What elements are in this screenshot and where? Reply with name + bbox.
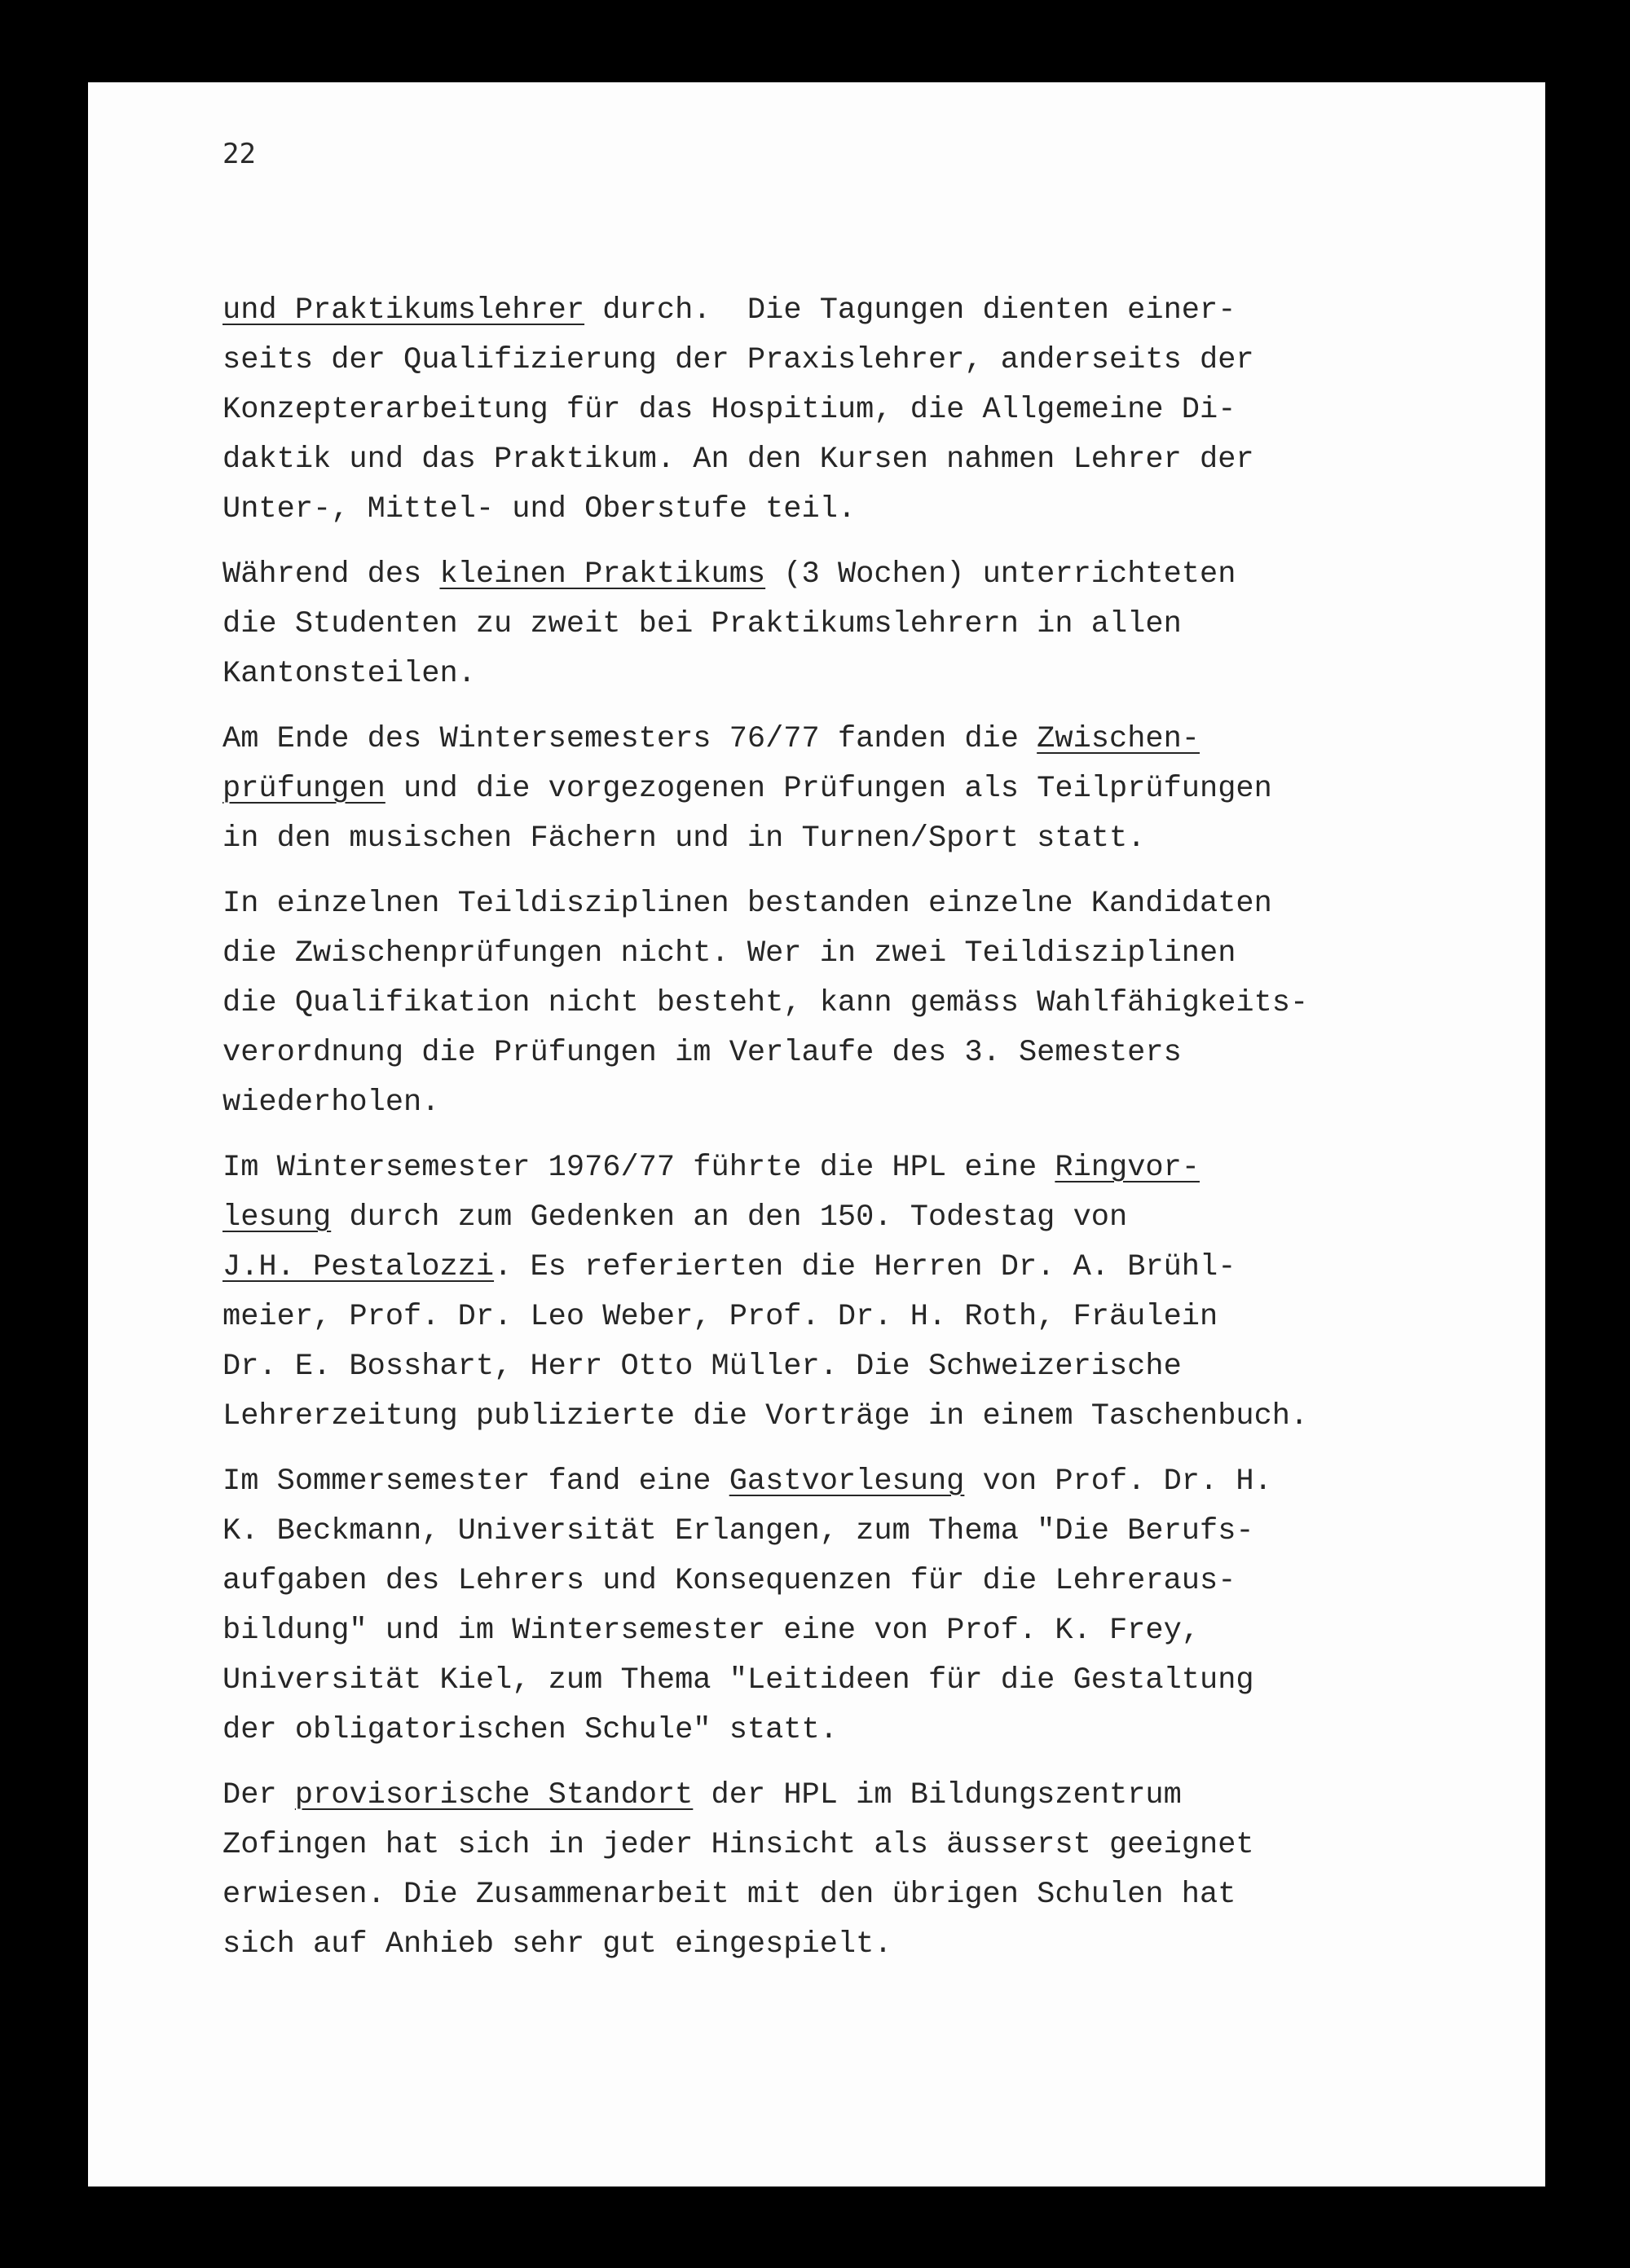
text-line xyxy=(222,1706,1461,1755)
text-line xyxy=(222,1821,1461,1870)
text-run: die Qualifikation nicht besteht, kann gemäss Wahlfähigkeits- xyxy=(222,986,1309,1020)
text-run: aufgaben des Lehrers und Konsequenzen für die Lehreraus- xyxy=(222,1564,1236,1598)
paragraph xyxy=(222,550,1461,699)
text-run: Konzepterarbeitung für das Hospitium, die Allgemeine Di- xyxy=(222,393,1236,427)
text-line xyxy=(222,1771,1461,1821)
text-run: Unter-, Mittel- und Oberstufe teil. xyxy=(222,492,857,526)
text-run: In einzelnen Teildisziplinen bestanden einzelne Kandidaten xyxy=(222,887,1272,921)
document-page xyxy=(88,82,1545,2187)
page-number: 22 xyxy=(222,138,256,170)
text-run: daktik und das Praktikum. An den Kursen nahmen Lehrer der xyxy=(222,443,1254,477)
text-run: erwiesen. Die Zusammenarbeit mit den übrigen Schulen hat xyxy=(222,1878,1236,1912)
text-line xyxy=(222,764,1461,814)
text-run: Im Sommersemester fand eine xyxy=(222,1464,729,1499)
text-run: die Studenten zu zweit bei Praktikumslehrern in allen xyxy=(222,607,1182,641)
text-line xyxy=(222,1143,1461,1193)
text-line xyxy=(222,1392,1461,1442)
text-run: von Prof. Dr. H. xyxy=(964,1464,1272,1499)
text-line xyxy=(222,1293,1461,1342)
text-line xyxy=(222,435,1461,485)
text-line xyxy=(222,1557,1461,1606)
underlined-term: Gastvorlesung xyxy=(729,1464,965,1499)
text-run: Dr. E. Bosshart, Herr Otto Müller. Die Schweizerische xyxy=(222,1350,1182,1384)
underlined-term: prüfungen xyxy=(222,772,385,806)
underlined-term: Zwischen- xyxy=(1037,722,1200,756)
text-run: der obligatorischen Schule" statt. xyxy=(222,1713,838,1747)
document-body xyxy=(222,286,1461,1985)
text-line xyxy=(222,1028,1461,1078)
text-run: die Zwischenprüfungen nicht. Wer in zwei Teildisziplinen xyxy=(222,936,1236,971)
paragraph xyxy=(222,1457,1461,1755)
paragraph xyxy=(222,879,1461,1128)
text-line xyxy=(222,1243,1461,1293)
text-run: der HPL im Bildungszentrum xyxy=(693,1778,1182,1812)
text-line xyxy=(222,929,1461,979)
underlined-term: lesung xyxy=(222,1200,332,1235)
text-line xyxy=(222,286,1461,336)
underlined-term: provisorische Standort xyxy=(294,1778,694,1812)
text-run: Lehrerzeitung publizierte die Vorträge in einem Taschenbuch. xyxy=(222,1399,1309,1433)
paragraph xyxy=(222,286,1461,535)
text-line xyxy=(222,1457,1461,1507)
text-line xyxy=(222,550,1461,600)
text-run: K. Beckmann, Universität Erlangen, zum Thema "Die Berufs- xyxy=(222,1514,1254,1548)
text-run: seits der Qualifizierung der Praxislehrer, anderseits der xyxy=(222,343,1254,377)
text-run: Während des xyxy=(222,557,440,592)
paragraph xyxy=(222,1143,1461,1442)
paragraph xyxy=(222,1771,1461,1970)
text-line xyxy=(222,1193,1461,1243)
text-run: verordnung die Prüfungen im Verlaufe des 3. Semesters xyxy=(222,1036,1182,1070)
text-line xyxy=(222,385,1461,435)
underlined-term: kleinen Praktikums xyxy=(439,557,766,592)
text-line xyxy=(222,1342,1461,1392)
text-line xyxy=(222,485,1461,535)
text-run: Im Wintersemester 1976/77 führte die HPL eine xyxy=(222,1151,1055,1185)
text-run: durch. Die Tagungen dienten einer- xyxy=(584,293,1236,328)
text-line xyxy=(222,650,1461,699)
text-run: wiederholen. xyxy=(222,1086,440,1120)
text-run: . Es referierten die Herren Dr. A. Brühl- xyxy=(494,1250,1236,1284)
text-run: durch zum Gedenken an den 150. Todestag von xyxy=(331,1200,1128,1235)
text-line xyxy=(222,1920,1461,1970)
text-line xyxy=(222,979,1461,1028)
underlined-term: J.H. Pestalozzi xyxy=(222,1250,495,1284)
text-run: Der xyxy=(222,1778,295,1812)
text-run: sich auf Anhieb sehr gut eingespielt. xyxy=(222,1927,892,1962)
text-run: bildung" und im Wintersemester eine von Prof. K. Frey, xyxy=(222,1614,1200,1648)
text-line xyxy=(222,1606,1461,1656)
text-line xyxy=(222,715,1461,764)
text-line xyxy=(222,1507,1461,1557)
underlined-term: und Praktikumslehrer xyxy=(222,293,585,328)
text-run: Zofingen hat sich in jeder Hinsicht als äusserst geeignet xyxy=(222,1828,1254,1862)
text-line xyxy=(222,814,1461,864)
text-run: Kantonsteilen. xyxy=(222,657,476,691)
text-run: (3 Wochen) unterrichteten xyxy=(765,557,1236,592)
text-line xyxy=(222,600,1461,650)
paragraph xyxy=(222,715,1461,864)
text-line xyxy=(222,879,1461,929)
text-run: und die vorgezogenen Prüfungen als Teilprüfungen xyxy=(385,772,1272,806)
text-run: meier, Prof. Dr. Leo Weber, Prof. Dr. H. Roth, Fräulein xyxy=(222,1300,1218,1334)
text-run: Am Ende des Wintersemesters 76/77 fanden die xyxy=(222,722,1037,756)
text-run: in den musischen Fächern und in Turnen/Sport statt. xyxy=(222,821,1146,856)
underlined-term: Ringvor- xyxy=(1055,1151,1200,1185)
text-line xyxy=(222,1870,1461,1920)
text-line xyxy=(222,336,1461,385)
text-line xyxy=(222,1656,1461,1706)
text-run: Universität Kiel, zum Thema "Leitideen für die Gestaltung xyxy=(222,1663,1254,1698)
text-line xyxy=(222,1078,1461,1128)
